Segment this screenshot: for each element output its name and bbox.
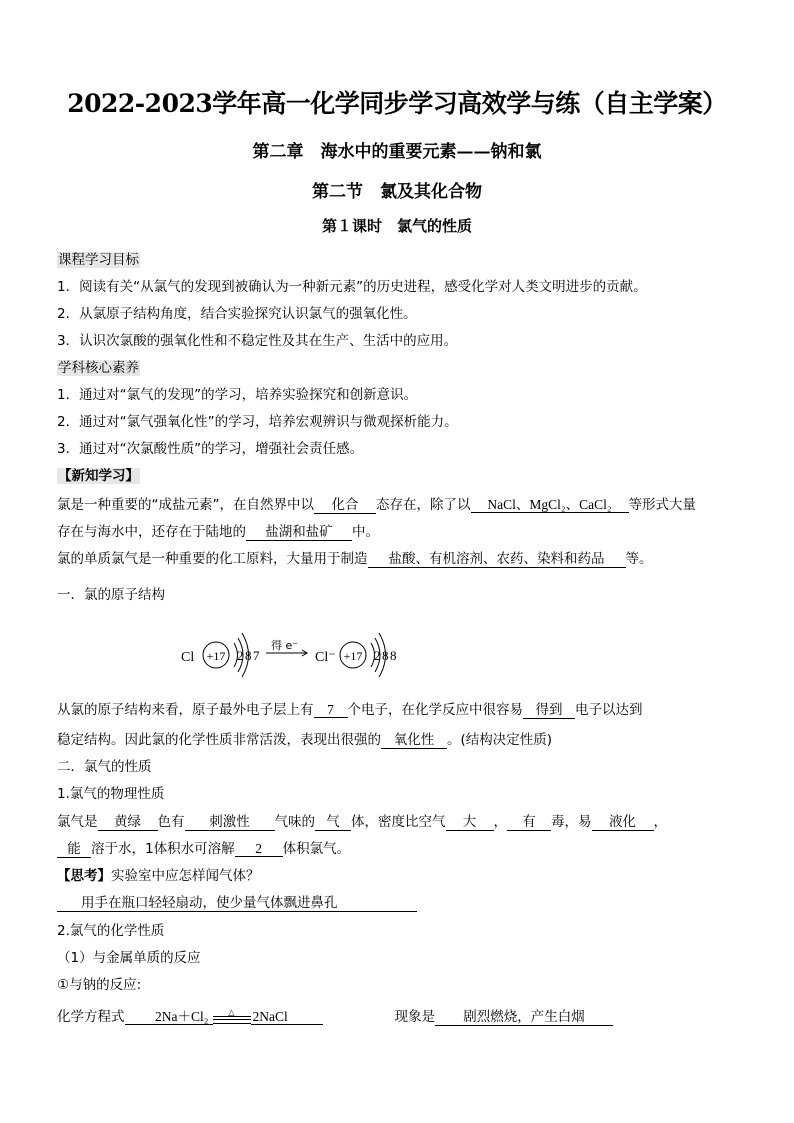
shell-count: 8 (382, 648, 389, 663)
answer-blank: 7 (314, 702, 348, 718)
answer-blank: 液化 (592, 815, 654, 831)
new-study-line-2 (57, 523, 379, 541)
new-study-line-1 (57, 496, 696, 514)
goals-heading (57, 251, 140, 269)
chapter-title: 第二章 海水中的重要元素——钠和氯 (252, 142, 542, 162)
text: 实验室中应怎样闻气体？ (111, 868, 260, 884)
shell-count: 2 (237, 648, 244, 663)
answer-blank: 盐酸、有机溶剂、农药、染料和药品 (368, 552, 626, 568)
sodium-equation-line (57, 1008, 613, 1026)
text: 溶于水，1体积水可溶解 (91, 841, 235, 857)
text: 毒，易 (551, 814, 592, 830)
physical-line-2 (57, 840, 350, 858)
answer-blank: 能 (57, 842, 91, 858)
text: 中。 (352, 524, 379, 540)
text: 化学方程式 (57, 1009, 125, 1025)
answer-blank: 氧化性 (381, 733, 447, 749)
text: 个电子，在化学反应中很容易 (347, 702, 523, 718)
chemical-heading: 2.氯气的化学性质 (57, 923, 165, 939)
literacy-heading-text: 学科核心素养 (58, 360, 139, 376)
answer-blank: 刺激性 (185, 815, 275, 831)
reaction-condition (213, 1008, 251, 1024)
equation-reactants: 2Na＋Cl₂ (125, 1009, 213, 1025)
structure-line-2 (57, 731, 552, 749)
answer-blank: 2 (235, 841, 283, 857)
text: 等形式大量 (628, 497, 696, 513)
text: 。(结构决定性质) (447, 732, 553, 748)
text: 气味的 (274, 814, 315, 830)
text: 色有 (157, 814, 185, 830)
answer-blank: 黄绿 (98, 815, 158, 831)
text: 氯是一种重要的“成盐元素”，在自然界中以 (57, 497, 314, 513)
new-study-line-3 (57, 550, 653, 568)
think-question (57, 867, 260, 885)
structure-heading: 一．氯的原子结构 (57, 587, 165, 603)
shell-count: 7 (253, 648, 260, 663)
literacy-item: 3．通过对“次氯酸性质”的学习，增强社会责任感。 (57, 441, 364, 457)
answer-blank: 有 (507, 815, 551, 831)
answer-blank: 大 (446, 815, 494, 831)
text: 氯的单质氯气是一种重要的化工原料，大量用于制造 (57, 551, 368, 567)
shell-count: 2 (374, 648, 381, 663)
shell-count: 8 (245, 648, 252, 663)
text: 存在与海水中，还存在于陆地的 (57, 524, 246, 540)
text: ， (493, 814, 507, 830)
answer-blank: 化合 (314, 498, 376, 514)
sodium-heading: ①与钠的反应: (57, 977, 142, 993)
goal-item: 1．阅读有关“从氯气的发现到被确认为一种新元素”的历史进程，感受化学对人类文明进步的贡献。 (57, 279, 647, 295)
text: 体积氯气。 (282, 841, 351, 857)
new-study-heading (57, 467, 140, 485)
cl-atom-symbol: Cl (181, 650, 195, 665)
shell-count: 8 (390, 648, 397, 663)
text: 态存在，除了以 (376, 497, 471, 513)
chlorine-ion-diagram (175, 615, 415, 685)
lesson-title: 第１课时 氯气的性质 (321, 217, 472, 235)
answer-blank: 用手在瓶口轻轻扇动，使少量气体飘进鼻孔 (57, 896, 417, 912)
text: 氯气是 (57, 814, 98, 830)
metal-heading: （1）与金属单质的反应 (57, 950, 201, 966)
heat-icon: △ (228, 1008, 235, 1017)
think-answer-line (57, 894, 417, 912)
think-label: 【思考】 (57, 868, 111, 884)
answer-blank: 气 (315, 815, 351, 831)
goals-heading-text: 课程学习目标 (58, 252, 139, 268)
answer-blank: NaCl、MgCl₂、CaCl₂ (471, 497, 629, 513)
physical-line-1 (57, 813, 667, 831)
answer-blank: 得到 (523, 703, 575, 719)
answer-blank: 剧烈燃烧，产生白烟 (435, 1010, 613, 1026)
text: 现象是 (394, 1009, 435, 1025)
cl-ion-symbol: Cl⁻ (315, 650, 336, 665)
physical-heading: 1.氯气的物理性质 (57, 786, 165, 802)
text: 从氯的原子结构来看，原子最外电子层上有 (57, 702, 314, 718)
section-title: 第二节 氯及其化合物 (312, 182, 482, 202)
cl-ion-nucleus-charge: +17 (343, 649, 363, 663)
arrow-label: 得 e⁻ (271, 639, 299, 652)
document-title: 2022-2023学年高一化学同步学习高效学与练（自主学案） (67, 89, 727, 118)
structure-line-1 (57, 701, 643, 719)
literacy-heading (57, 359, 140, 377)
text: 等。 (625, 551, 653, 567)
literacy-item: 2．通过对“氯气强氧化性”的学习，培养宏观辨识与微观探析能力。 (57, 414, 458, 430)
equation-product: 2NaCl (251, 1009, 323, 1025)
text: 稳定结构。因此氯的化学性质非常活泼，表现出很强的 (57, 732, 381, 748)
text: 电子以达到 (575, 702, 643, 718)
properties-heading: 二．氯气的性质 (57, 759, 152, 775)
new-study-heading-text: 【新知学习】 (58, 468, 139, 484)
text: 体，密度比空气 (351, 814, 446, 830)
equals-sign (213, 1016, 251, 1020)
answer-blank: 盐湖和盐矿 (246, 525, 352, 541)
literacy-item: 1．通过对“氯气的发现”的学习，培养实验探究和创新意识。 (57, 387, 418, 403)
goal-item: 2．从氯原子结构角度，结合实验探究认识氯气的强氧化性。 (57, 306, 417, 322)
text: ， (653, 814, 667, 830)
goal-item: 3．认识次氯酸的强氧化性和不稳定性及其在生产、生活中的应用。 (57, 333, 458, 349)
cl-nucleus-charge: +17 (206, 649, 226, 663)
